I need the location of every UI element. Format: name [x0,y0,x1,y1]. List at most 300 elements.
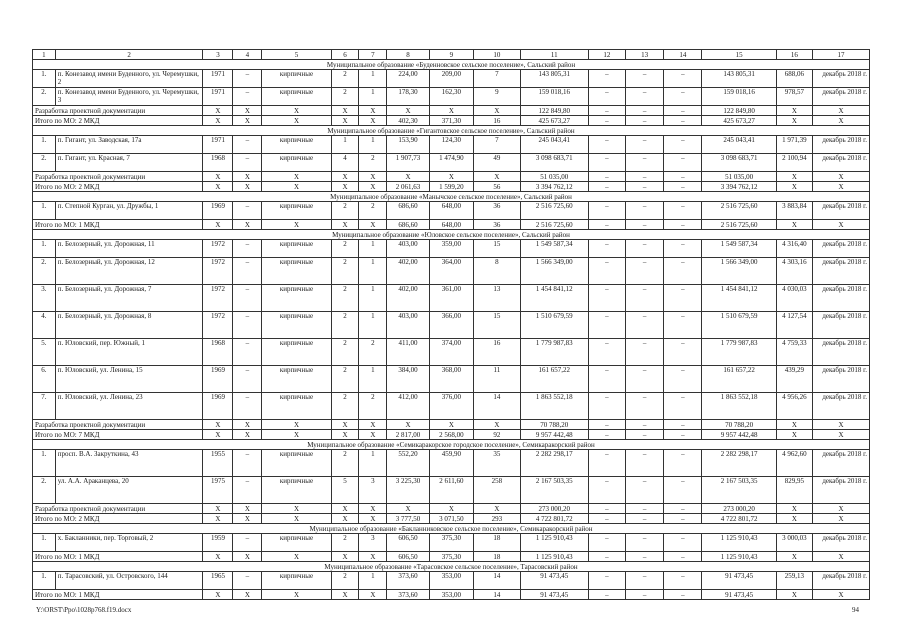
table-cell: – [664,534,702,552]
table-cell: 2 [331,393,359,420]
table-cell: – [233,258,262,285]
table-cell: X [233,116,262,126]
table-cell: X [262,552,331,562]
table-cell: – [626,312,664,339]
table-cell: – [664,590,702,600]
table-cell: 1 [359,312,387,339]
column-number: 11 [520,50,588,60]
table-cell: X [233,504,262,514]
table-cell: кирпичные [262,154,331,172]
table-cell: 1 510 679,59 [702,312,776,339]
table-cell: 1968 [203,154,233,172]
document-path: Y:\ORST\Ppo\1028p768.f19.docx [36,606,132,614]
address-cell: ул. А.А. Араканцева, 20 [55,477,203,504]
table-cell: 18 [474,534,521,552]
table-cell: 143 805,31 [702,70,776,88]
table-cell: 1 125 910,43 [702,534,776,552]
column-number: 2 [55,50,203,60]
column-number: 14 [664,50,702,60]
table-cell: 293 [474,514,521,524]
table-cell: – [664,285,702,312]
table-cell: 402,00 [387,285,429,312]
table-cell: – [626,116,664,126]
table-cell: 8 [474,258,521,285]
table-cell: X [233,172,262,182]
table-cell: 1 125 910,43 [520,552,588,562]
table-cell: 162,30 [429,88,473,106]
table-cell: – [664,154,702,172]
table-cell: 7. [33,393,56,420]
table-cell: 4 030,03 [776,285,812,312]
repair-program-table [32,49,870,600]
municipality-title: Муниципальное образование «Буденновское сельское поселение», Сальский район [33,60,870,70]
table-cell: – [664,172,702,182]
table-cell: X [331,590,359,600]
table-cell: 5 [331,477,359,504]
table-cell: X [813,220,870,230]
table-cell: – [664,70,702,88]
municipality-header-row [33,60,870,70]
table-cell: X [262,514,331,524]
table-cell: 3 098 683,71 [520,154,588,172]
table-cell: X [387,504,429,514]
table-cell: – [588,504,625,514]
table-cell: кирпичные [262,240,331,258]
deadline-cell: декабрь 2018 г. [813,136,870,154]
table-cell: 2 516 725,60 [702,220,776,230]
column-number: 5 [262,50,331,60]
table-cell: 2 817,00 [387,430,429,440]
column-number: 7 [359,50,387,60]
table-body [33,50,870,600]
table-cell: X [203,172,233,182]
table-row [33,366,870,393]
table-cell: кирпичные [262,70,331,88]
table-cell: – [664,116,702,126]
table-cell: X [262,106,331,116]
column-number: 16 [776,50,812,60]
table-cell: 49 [474,154,521,172]
table-cell: 1972 [203,285,233,312]
table-cell: 2 [331,258,359,285]
table-row [33,477,870,504]
table-cell: 1 474,90 [429,154,473,172]
table-cell: кирпичные [262,258,331,285]
table-cell: – [233,366,262,393]
table-cell: – [233,477,262,504]
municipality-header-row [33,192,870,202]
summary-label: Разработка проектной документации [33,420,203,430]
table-cell: 439,29 [776,366,812,393]
table-cell: – [233,70,262,88]
municipality-header-row [33,126,870,136]
table-cell: X [387,172,429,182]
table-cell: X [776,220,812,230]
table-cell: – [626,366,664,393]
summary-row [33,182,870,192]
table-cell: 2 [331,572,359,590]
table-cell: 1968 [203,339,233,366]
table-cell: 3. [33,285,56,312]
table-cell: 688,06 [776,70,812,88]
table-cell: 1972 [203,258,233,285]
table-cell: 1 125 910,43 [702,552,776,562]
table-row [33,70,870,88]
municipality-title: Муниципальное образование «Тарасовское сельское поселение», Тарасовский район [33,562,870,572]
table-cell: 1 510 679,59 [520,312,588,339]
column-number: 13 [626,50,664,60]
summary-label: Итого по МО: 2 МКД [33,182,203,192]
table-cell: 2 [359,154,387,172]
summary-row [33,514,870,524]
table-cell: кирпичные [262,393,331,420]
table-cell: 161 657,22 [520,366,588,393]
column-number: 10 [474,50,521,60]
table-cell: X [359,116,387,126]
table-cell: 143 805,31 [520,70,588,88]
table-cell: – [588,88,625,106]
table-cell: 2 516 725,60 [520,202,588,220]
table-cell: 1. [33,202,56,220]
table-cell: 1971 [203,70,233,88]
table-cell: 1. [33,534,56,552]
table-cell: 14 [474,393,521,420]
municipality-title: Муниципальное образование «Гигантовское сельское поселение», Сальский район [33,126,870,136]
table-cell: 1 [359,258,387,285]
table-cell: X [429,420,473,430]
table-cell: – [588,136,625,154]
table-cell: X [776,172,812,182]
summary-label: Итого по МО: 1 МКД [33,220,203,230]
table-cell: X [813,106,870,116]
table-cell: кирпичные [262,339,331,366]
municipality-header-row [33,230,870,240]
table-cell: 209,00 [429,70,473,88]
table-cell: 1 566 349,00 [702,258,776,285]
table-cell: X [262,172,331,182]
table-cell: – [233,312,262,339]
table-cell: 273 000,20 [520,504,588,514]
table-cell: 91 473,45 [702,590,776,600]
table-cell: 2 [331,339,359,366]
column-number: 17 [813,50,870,60]
table-cell: – [664,514,702,524]
table-cell: – [233,154,262,172]
table-cell: 606,50 [387,534,429,552]
table-row [33,136,870,154]
table-cell: 16 [474,339,521,366]
municipality-title: Муниципальное образование «Юловское сельское поселение», Сальский район [33,230,870,240]
table-cell: X [776,552,812,562]
table-cell: X [233,590,262,600]
table-cell: X [429,106,473,116]
table-cell: X [331,220,359,230]
table-cell: 1 [359,136,387,154]
table-cell: X [359,182,387,192]
table-cell: – [626,430,664,440]
table-cell: 459,90 [429,450,473,477]
table-cell: X [262,220,331,230]
table-cell: 4. [33,312,56,339]
summary-label: Разработка проектной документации [33,106,203,116]
table-cell: X [359,590,387,600]
table-cell: 2 282 298,17 [520,450,588,477]
table-cell: 3 394 762,12 [520,182,588,192]
table-cell: X [233,106,262,116]
table-cell: – [588,70,625,88]
deadline-cell: декабрь 2018 г. [813,572,870,590]
table-cell: 273 000,20 [702,504,776,514]
table-cell: 3 000,03 [776,534,812,552]
table-cell: – [626,154,664,172]
table-cell: 978,57 [776,88,812,106]
table-cell: X [813,430,870,440]
table-cell: X [262,182,331,192]
table-cell: 153,90 [387,136,429,154]
table-cell: 2 [331,366,359,393]
deadline-cell: декабрь 2018 г. [813,202,870,220]
table-cell: – [588,240,625,258]
column-number: 8 [387,50,429,60]
table-cell: – [588,172,625,182]
table-cell: кирпичные [262,285,331,312]
table-cell: 15 [474,312,521,339]
table-cell: 6. [33,366,56,393]
table-cell: 3 098 683,71 [702,154,776,172]
table-cell: 1 863 552,18 [702,393,776,420]
table-cell: – [588,106,625,116]
table-cell: 4 [331,154,359,172]
table-cell: X [262,430,331,440]
deadline-cell: декабрь 2018 г. [813,312,870,339]
summary-row [33,552,870,562]
table-cell: – [626,240,664,258]
table-cell: X [776,504,812,514]
table-cell: 1959 [203,534,233,552]
deadline-cell: декабрь 2018 г. [813,366,870,393]
address-cell: п. Юловский, ул. Ленина, 23 [55,393,203,420]
table-cell: – [588,339,625,366]
table-cell: 2 516 725,60 [520,220,588,230]
table-cell: – [233,88,262,106]
table-cell: X [359,420,387,430]
table-cell: 14 [474,572,521,590]
table-cell: X [359,172,387,182]
table-cell: X [331,106,359,116]
table-cell: – [664,366,702,393]
table-cell: 1. [33,70,56,88]
table-cell: 9 [474,88,521,106]
table-cell: – [626,220,664,230]
table-cell: – [664,106,702,116]
table-cell: – [664,420,702,430]
table-cell: – [588,534,625,552]
table-cell: – [626,514,664,524]
table-cell: 375,30 [429,534,473,552]
table-cell: 376,00 [429,393,473,420]
table-cell: 1 [359,285,387,312]
table-cell: X [359,430,387,440]
table-cell: 1975 [203,477,233,504]
table-cell: 2 [331,240,359,258]
summary-row [33,504,870,514]
table-cell: 122 849,80 [520,106,588,116]
table-cell: 3 394 762,12 [702,182,776,192]
table-cell: – [664,220,702,230]
address-cell: п. Юловский, пер. Южный, 1 [55,339,203,366]
table-cell: X [813,116,870,126]
table-cell: 4 303,16 [776,258,812,285]
table-cell: 91 473,45 [520,590,588,600]
table-cell: 2 568,00 [429,430,473,440]
address-cell: х. Бакланники, пер. Торговый, 2 [55,534,203,552]
table-cell: 159 018,16 [520,88,588,106]
table-cell: – [588,450,625,477]
table-cell: – [626,182,664,192]
table-cell: – [626,552,664,562]
table-cell: 1972 [203,240,233,258]
table-cell: 3 [359,534,387,552]
table-cell: X [262,504,331,514]
table-row [33,88,870,106]
table-cell: 91 473,45 [702,572,776,590]
table-cell: X [331,420,359,430]
column-number: 15 [702,50,776,60]
table-cell: X [203,504,233,514]
table-cell: 1. [33,240,56,258]
table-cell: – [626,420,664,430]
table-cell: – [626,450,664,477]
table-cell: 51 035,00 [520,172,588,182]
table-cell: 4 956,26 [776,393,812,420]
table-cell: 1971 [203,136,233,154]
table-cell: X [203,514,233,524]
table-cell: кирпичные [262,88,331,106]
table-cell: 159 018,16 [702,88,776,106]
table-cell: 2 282 298,17 [702,450,776,477]
deadline-cell: декабрь 2018 г. [813,285,870,312]
table-cell: X [813,172,870,182]
table-cell: 1 907,73 [387,154,429,172]
table-cell: 2 611,60 [429,477,473,504]
table-cell: 16 [474,116,521,126]
table-cell: – [588,202,625,220]
table-cell: X [813,504,870,514]
table-cell: 1 [359,366,387,393]
table-cell: – [626,393,664,420]
table-cell: – [588,312,625,339]
table-cell: – [588,477,625,504]
table-cell: – [626,504,664,514]
table-cell: 18 [474,552,521,562]
table-cell: 606,50 [387,552,429,562]
table-cell: 2 [331,285,359,312]
address-cell: п. Белозерный, ул. Дорожная, 7 [55,285,203,312]
table-cell: – [626,534,664,552]
table-cell: 15 [474,240,521,258]
table-cell: 1. [33,450,56,477]
table-cell: X [474,106,521,116]
table-cell: – [233,450,262,477]
table-cell: – [588,572,625,590]
table-cell: 2. [33,258,56,285]
table-cell: – [626,258,664,285]
table-cell: 1 863 552,18 [520,393,588,420]
table-cell: X [776,514,812,524]
table-cell: X [474,172,521,182]
summary-label: Разработка проектной документации [33,504,203,514]
table-cell: 368,00 [429,366,473,393]
table-cell: X [776,420,812,430]
table-cell: 373,60 [387,572,429,590]
summary-label: Итого по МО: 2 МКД [33,116,203,126]
deadline-cell: декабрь 2018 г. [813,88,870,106]
municipality-header-row [33,562,870,572]
deadline-cell: декабрь 2018 г. [813,339,870,366]
table-cell: 36 [474,220,521,230]
table-cell: 1 599,20 [429,182,473,192]
table-cell: – [664,450,702,477]
table-cell: кирпичные [262,136,331,154]
table-cell: 9 957 442,48 [702,430,776,440]
column-number: 4 [233,50,262,60]
table-cell: 1 779 987,83 [520,339,588,366]
table-cell: X [429,504,473,514]
table-cell: 353,00 [429,590,473,600]
summary-row [33,430,870,440]
summary-label: Итого по МО: 1 МКД [33,590,203,600]
table-cell: X [813,420,870,430]
municipality-title: Муниципальное образование «Семикаракорское городское поселение», Семикаракорский район [33,440,870,450]
table-cell: 1965 [203,572,233,590]
table-row [33,202,870,220]
table-cell: – [626,339,664,366]
table-cell: X [262,116,331,126]
table-cell: кирпичные [262,202,331,220]
table-cell: 1 454 841,12 [520,285,588,312]
deadline-cell: декабрь 2018 г. [813,70,870,88]
table-cell: кирпичные [262,572,331,590]
table-cell: 1. [33,136,56,154]
table-cell: – [588,420,625,430]
table-cell: – [626,202,664,220]
table-cell: X [359,514,387,524]
summary-row [33,420,870,430]
table-row [33,285,870,312]
table-cell: – [626,572,664,590]
table-cell: 36 [474,202,521,220]
deadline-cell: декабрь 2018 г. [813,154,870,172]
table-cell: – [233,136,262,154]
table-cell: 648,00 [429,220,473,230]
table-cell: 359,00 [429,240,473,258]
table-cell: 829,95 [776,477,812,504]
table-cell: – [233,393,262,420]
table-cell: – [664,339,702,366]
table-cell: – [626,88,664,106]
table-cell: 371,30 [429,116,473,126]
municipality-header-row [33,524,870,534]
table-cell: 124,30 [429,136,473,154]
table-cell: X [331,504,359,514]
table-cell: X [776,116,812,126]
summary-label: Разработка проектной документации [33,172,203,182]
table-cell: 2 [331,450,359,477]
table-cell: 1 [359,240,387,258]
municipality-title: Муниципальное образование «Манычское сельское поселение», Сальский район [33,192,870,202]
column-number: 9 [429,50,473,60]
table-cell: X [203,106,233,116]
